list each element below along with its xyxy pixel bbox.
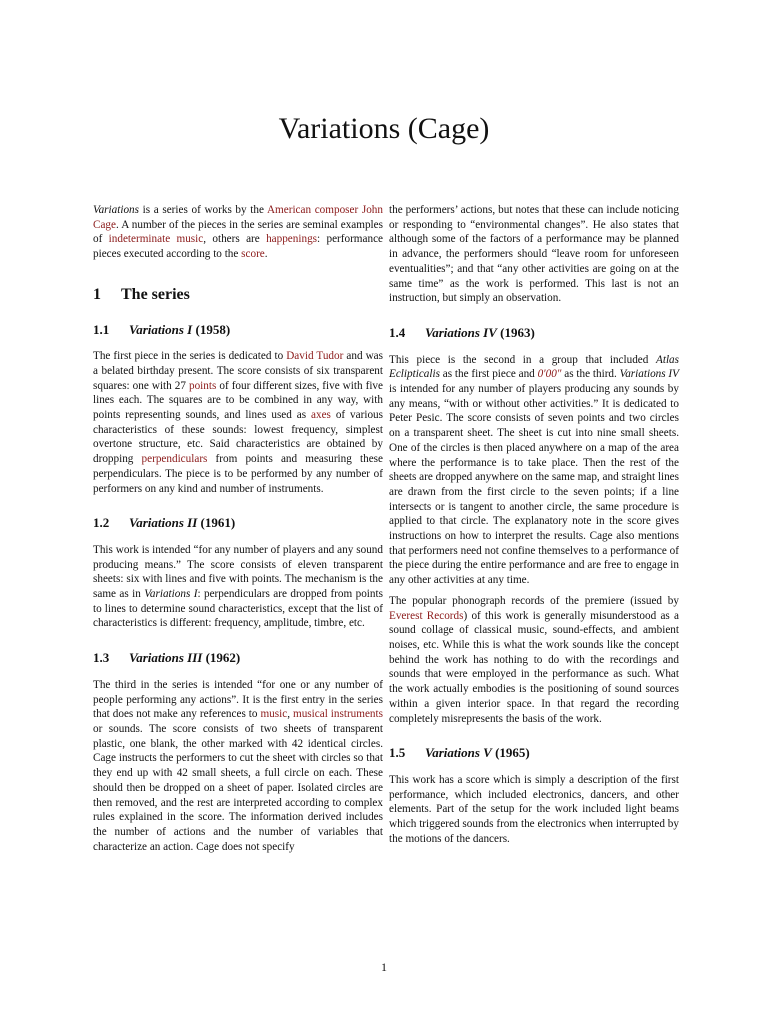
text-span: is a series of works by the (139, 204, 267, 216)
text-span: This piece is the second in a group that included (389, 353, 656, 366)
subsection-year: (1961) (200, 515, 236, 531)
text-span: : perpendiculars are dropped from points to lines to determine sound characteristics, except that the list of characteristics is different: frequency, amplitude, timbre, etc. (93, 588, 383, 630)
subsection-heading-1-4 (389, 326, 679, 341)
text-span: . (264, 248, 268, 261)
italic-text: Variations I (144, 588, 198, 601)
section-title: The series (121, 285, 190, 303)
subsection-title: Variations I (129, 321, 193, 337)
text-span: or sounds. The score consists of two sheets of transparent plastic, one blank, the other marked with 42 identical circles. Cage instructs the performers to cut the sheet with circles so that they end up with 42 small sheets, a full circle on each. These should then be dropped on a sheet of paper. Isolated circles are then removed, and the rest are interpreted according to complex rules explained in the score. The information derived includes the number of actions and the number of variables that characterize an action. Cage does not specify (93, 722, 383, 853)
subsection-heading-1-1 (93, 323, 383, 338)
section-number: 1 (93, 285, 101, 303)
subsection-number: 1.4 (389, 324, 406, 340)
link-score[interactable]: score (241, 248, 265, 261)
subsection-number: 1.5 (389, 745, 406, 761)
subsection-title: Variations IV (425, 324, 497, 340)
subsection-year: (1965) (495, 745, 530, 761)
intro-paragraph (93, 203, 383, 262)
link-musical-instruments[interactable]: musical instruments (293, 708, 383, 721)
paragraph-variations-i (93, 349, 383, 496)
subsection-number: 1.1 (93, 321, 110, 337)
subsection-title: Variations III (129, 650, 203, 666)
text-span: , (287, 708, 293, 721)
text-span: and was a belated birthday present. The score consists of six transparent squares: one with 27 (93, 350, 383, 392)
link-perpendiculars[interactable]: perpendiculars (141, 453, 208, 466)
paragraph-variations-iii (93, 678, 383, 854)
link-points[interactable]: points (188, 379, 217, 392)
text-span: . A number of the pieces in the series are seminal examples of (93, 218, 383, 246)
subsection-year: (1958) (195, 321, 231, 337)
italic-text: Variations (93, 204, 139, 216)
subsection-heading-1-3 (93, 651, 383, 666)
text-span: The first piece in the series is dedicated to (93, 350, 287, 363)
link-american-composer-john-cage[interactable]: American composer John Cage (93, 204, 383, 231)
subsection-title: Variations II (129, 515, 198, 531)
link-indeterminate-music[interactable]: indeterminate music (108, 233, 204, 246)
text-span: The third in the series is intended “for one or any number of people performing any actions”. It is the first entry in the series that does not make any references to (93, 678, 383, 721)
paragraph-variations-v: This work has a score which is simply a description of the first performance, which included electronics, dancers, and other elements. Part of the setup for the work included light beams which triggered sounds from the electronics when interrupted by the motions of the dancers. (389, 773, 679, 845)
text-span: as the third. (561, 368, 620, 381)
link-happenings[interactable]: happenings (266, 233, 318, 246)
link-everest-records[interactable]: Everest Records (389, 609, 464, 622)
subsection-number: 1.2 (93, 515, 110, 531)
link-axes[interactable]: axes (311, 409, 331, 422)
link-music[interactable]: music (260, 708, 288, 721)
subsection-number: 1.3 (93, 650, 110, 666)
text-span: : performance pieces executed according to the (93, 233, 384, 261)
text-span: of various characteristics of these sounds: lowest frequency, simplest overtone structure, etc. Said characteristics are obtained by dropping (93, 409, 383, 466)
paragraph-variations-iv (389, 353, 679, 588)
link-david-tudor[interactable]: David Tudor (286, 350, 344, 363)
link-0-00[interactable]: 0′00″ (537, 368, 562, 381)
text-span: from points and measuring these perpendiculars. The piece is to be performed by any number of performers on any kind and number of instruments. (93, 453, 383, 495)
text-span: , others are (203, 233, 267, 246)
italic-text: Atlas Eclipticalis (389, 353, 679, 381)
page-title: Variations (Cage) (278, 112, 490, 145)
section-heading-the-series (93, 285, 383, 303)
text-span: is intended for any number of players producing any sounds by any means, “with or without other activities.” It is dedicated to Peter Pesic. The score consists of seven points and two circles on a transparent sheet. The sheet is cut into nine small sheets. One of the circles is then placed anywhere on a map of the area where the performance is to take place. Then the rest of the sheets are dropped anywhere on the same map, and straight lines are drawn from the first circle to the seven points; if a line intersects or is tangent to another circle, the same procedure is applied to that circle. The explanatory note in the score gives instructions on how to interpret the results. Cage also mentions that performers need not confine themselves to a performance of the piece during the entire performance and are free to engage in any other activities at any time. (389, 383, 679, 587)
text-span: This work is intended “for any number of players and any sound producing means.” The score consists of eleven transparent sheets: six with lines and five with points. The mechanism is the same as in (93, 543, 383, 601)
text-span: as the first piece and (439, 368, 538, 381)
subsection-year: (1963) (500, 324, 535, 340)
subsection-heading-1-2 (93, 516, 383, 531)
subsection-heading-1-5 (389, 746, 679, 761)
subsection-title: Variations V (425, 745, 492, 761)
paragraph-recordings (389, 594, 679, 726)
italic-text: Variations IV (619, 368, 679, 381)
text-span: of four different sizes, five with five lines each. The squares are to be combined in any way, with points representing sounds, and lines used as (93, 379, 383, 422)
subsection-year: (1962) (205, 650, 241, 666)
paragraph-variations-iii-continued: the performers’ actions, but notes that these can include noticing or responding to “environmental changes”. He also states that although some of the factors of a performance may be planned in advance, the performers should “leave room for unforeseen eventualities”; and that “any other activities are going on at the same time” as the work is performed. This last is not an instruction, but simply an observation. (389, 204, 679, 305)
paragraph-variations-ii (93, 543, 383, 631)
text-span: The popular phonograph records of the premiere (issued by (389, 594, 679, 607)
right-column (389, 203, 679, 852)
text-span: ) of this work is generally misunderstood as a sound collage of classical music, sound-effects, and ambient noises, etc. While this is what the work sounds like the concept behind the work has nothing to do with the recordings and sounds that were employed in the performance as such. What the work actually embodies is the positioning of sound sources within a given interior space. In that regard the recording completely misrepresents the basis of the work. (389, 609, 679, 725)
page-number: 1 (381, 960, 387, 974)
left-column (93, 203, 383, 860)
